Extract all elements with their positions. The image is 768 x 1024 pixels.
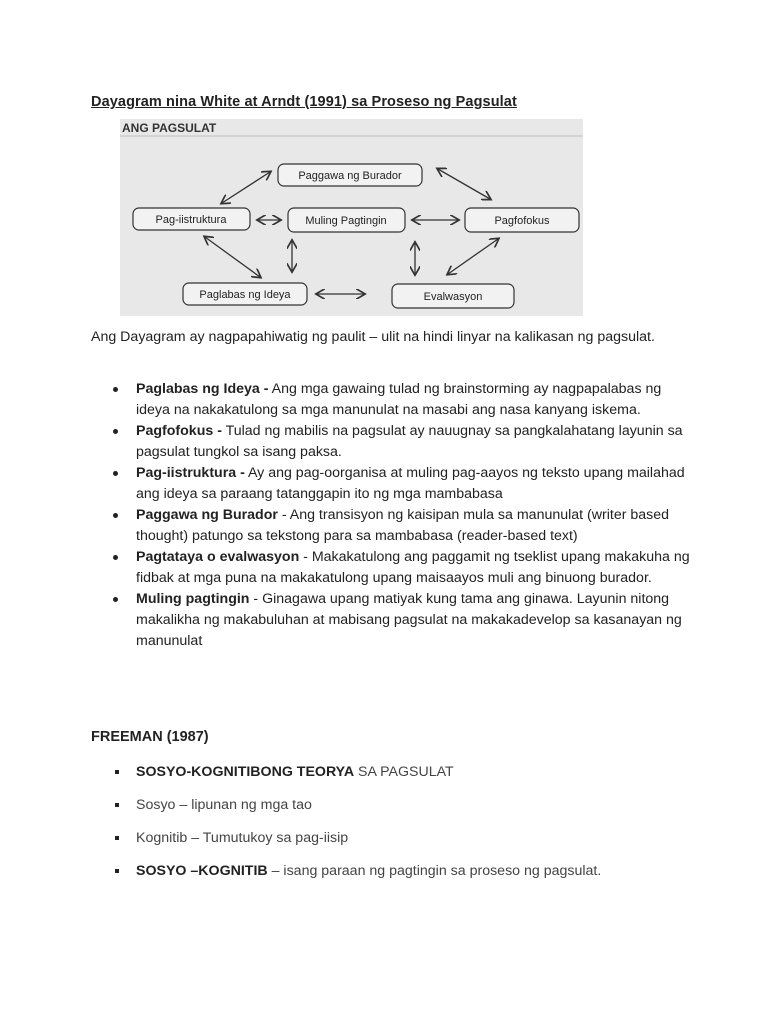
node-evalwasyon <box>392 284 514 308</box>
node-paglabas-ng-ideya <box>183 283 307 305</box>
square-bullet-icon <box>115 803 119 807</box>
list-item <box>91 421 691 463</box>
node-label-pokus: Pagfofokus <box>494 215 550 227</box>
intro-paragraph: Ang Dayagram ay nagpapahiwatig ng paulit – ulit na hindi linyar na kalikasan ng pagsulat. <box>91 329 655 345</box>
bullet-term: Muling pagtingin <box>136 591 250 607</box>
square-bullet-icon <box>115 836 119 840</box>
writing-process-diagram <box>120 119 583 316</box>
list-item <box>91 828 691 861</box>
diagram-header: ANG PAGSULAT <box>122 121 217 135</box>
bullet-icon <box>113 387 118 392</box>
diagram-svg <box>120 119 583 316</box>
list-item <box>91 762 691 795</box>
section-title-freeman: FREEMAN (1987) <box>91 729 209 745</box>
freeman-list <box>91 762 691 894</box>
bullet-icon <box>113 471 118 476</box>
bullet-icon <box>113 429 118 434</box>
document-title: Dayagram nina White at Arndt (1991) sa Proseso ng Pagsulat <box>91 94 517 110</box>
bullet-text: - Makakatulong ang paggamit ng tseklist upang makakuha ng fidbak at mga puna na makakatulong upang maisaayos muli ang binuong burador. <box>136 549 690 586</box>
process-bullet-list <box>91 379 691 652</box>
item-text: – isang paraan ng pagtingin sa proseso ng pagsulat. <box>267 863 602 879</box>
bullet-term: Paggawa ng Burador <box>136 507 278 523</box>
item-term: SOSYO –KOGNITIB <box>136 863 268 879</box>
bullet-icon <box>113 513 118 518</box>
list-item <box>91 589 691 652</box>
bullet-icon <box>113 597 118 602</box>
node-label-ideya: Paglabas ng Ideya <box>199 289 291 301</box>
list-item <box>91 795 691 828</box>
node-label-ebalwasyon: Evalwasyon <box>423 291 483 303</box>
item-text: SA PAGSULAT <box>354 764 454 780</box>
bullet-term: Paglabas ng Ideya - <box>136 381 269 397</box>
node-label-burador: Paggawa ng Burador <box>298 170 402 182</box>
list-item <box>91 547 691 589</box>
bullet-term: Pagfofokus - <box>136 423 222 439</box>
node-pagfofokus <box>465 208 579 232</box>
node-pag-iistruktura <box>133 208 250 230</box>
bullet-term: Pag-iistruktura - <box>136 465 245 481</box>
node-label-pagtingin: Muling Pagtingin <box>305 215 387 227</box>
list-item <box>91 463 691 505</box>
list-item <box>91 379 691 421</box>
bullet-term: Pagtataya o evalwasyon <box>136 549 300 565</box>
square-bullet-icon <box>115 869 119 873</box>
node-label-istruktura: Pag-iistruktura <box>155 214 227 226</box>
bullet-text: - Ang transisyon ng kaisipan mula sa manunulat (writer based thought) patungo sa tekstong para sa mambabasa (reader-based text) <box>136 507 670 544</box>
bullet-text: Ay ang pag-oorganisa at muling pag-aayos ng teksto upang mailahad ang ideya sa paraang tatanggapin ito ng mga mambabasa <box>136 465 685 502</box>
node-paggawa-ng-burador <box>278 164 422 186</box>
bullet-icon <box>113 555 118 560</box>
bullet-text: - Ginagawa upang matiyak kung tama ang ginawa. Layunin nitong makalikha ng makabuluhan at mabisang pagsulat na makakadevelop sa kasanayan ng manunulat <box>136 591 682 649</box>
bullet-text: Tulad ng mabilis na pagsulat ay nauugnay sa pangkalahatang layunin sa pagsulat tungkol sa isang paksa. <box>136 423 683 460</box>
item-term: SOSYO-KOGNITIBONG TEORYA <box>136 764 355 780</box>
list-item <box>91 505 691 547</box>
list-item <box>91 861 691 894</box>
bullet-text: Ang mga gawaing tulad ng brainstorming ay nagpapalabas ng ideya na nakakatulong sa mga manunulat na masabi ang nasa kanyang iskema. <box>136 381 662 418</box>
item-text: Kognitib – Tumutukoy sa pag-iisip <box>136 830 349 846</box>
node-muling-pagtingin <box>288 208 405 232</box>
item-text: Sosyo – lipunan ng mga tao <box>136 797 312 813</box>
square-bullet-icon <box>115 770 119 774</box>
